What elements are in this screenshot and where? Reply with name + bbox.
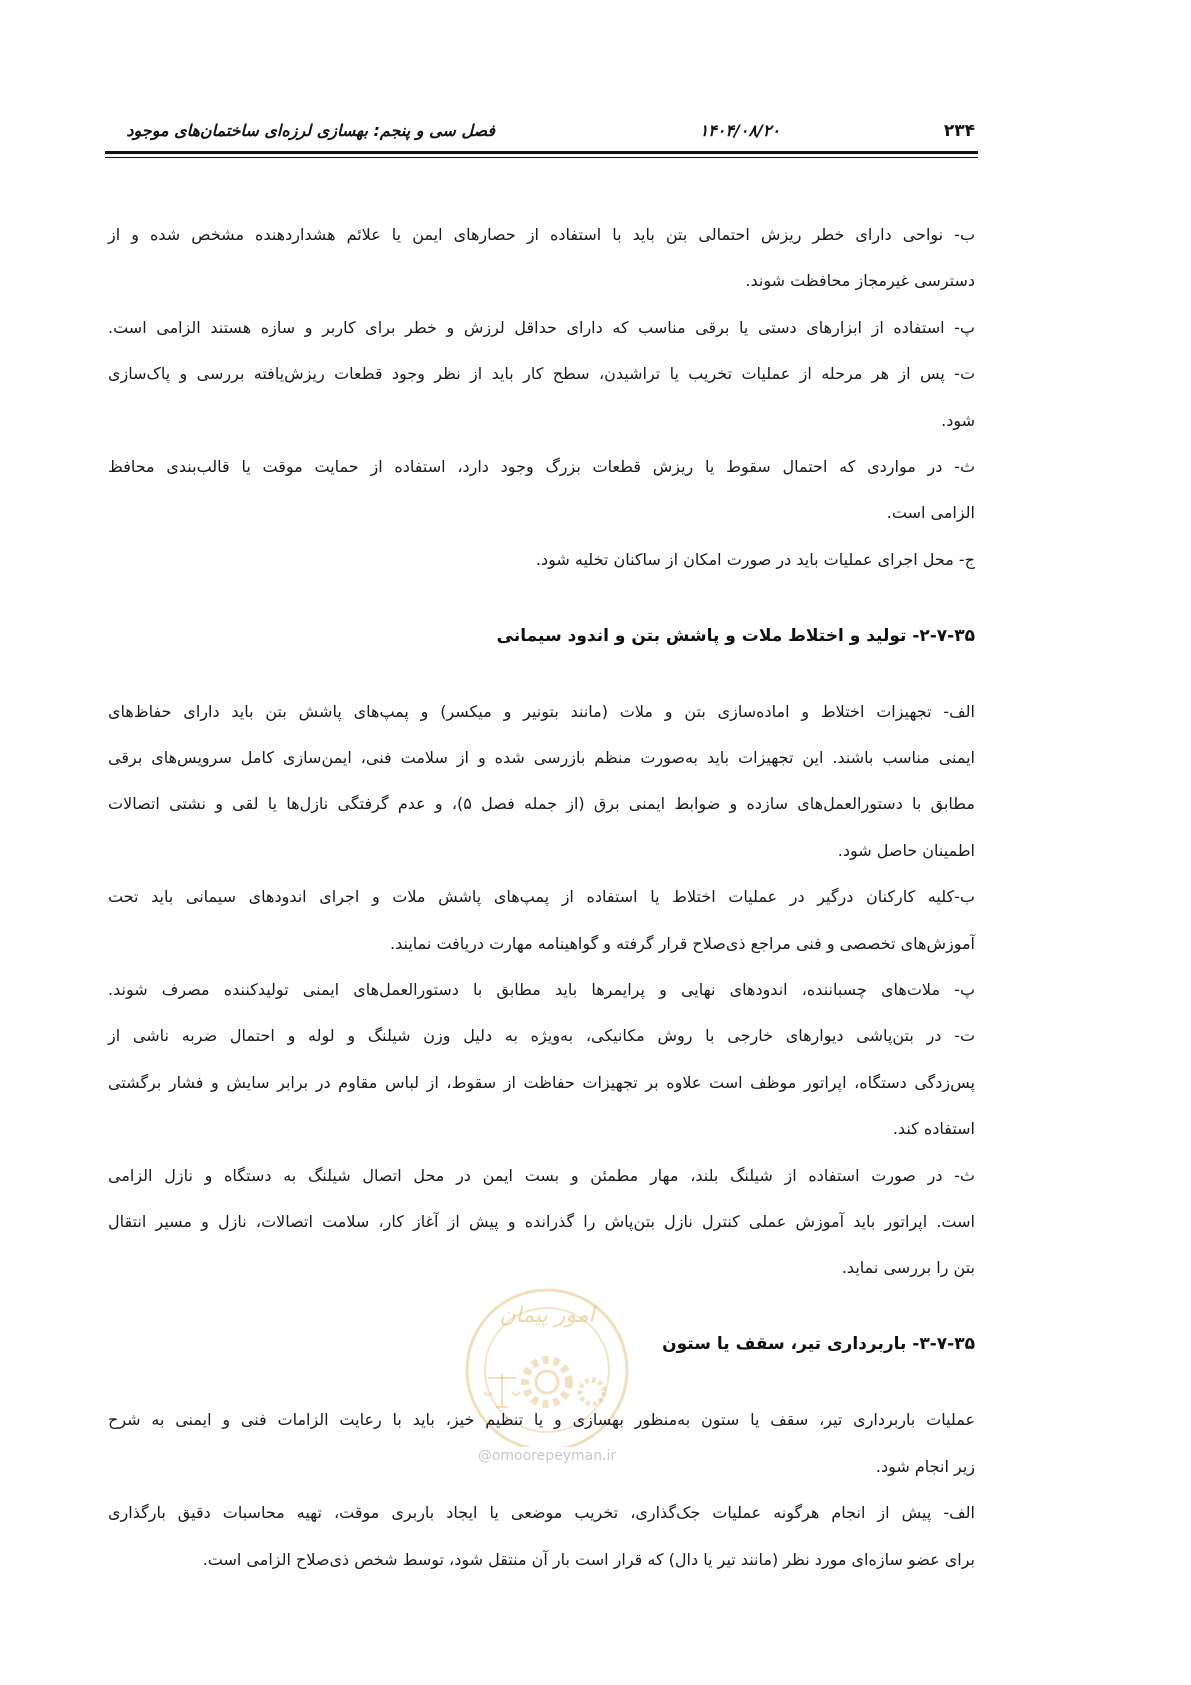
- list-item: [108, 444, 975, 537]
- section-intro-paragraph: [108, 1397, 975, 1490]
- paragraph-line: مطابق با دستورالعمل‌های سازده و ضوابط ایمنی برق (از جمله فصل ۵)، و عدم گرفتگی نازل‌ها یا لقی و نشتی اتصالات: [108, 794, 975, 814]
- page-number: ۲۳۴: [943, 121, 975, 141]
- watermark-handle: @omoorepeyman.ir: [477, 1448, 617, 1464]
- chapter-title: فصل سی و پنجم: بهسازی لرزه‌ای ساختمان‌های موجود: [126, 121, 495, 140]
- paragraph-line: برای عضو سازه‌ای مورد نظر (مانند تیر یا دال) که قرار است بار آن منتقل شود، توسط شخص ذی‌صلاح الزامی است.: [202, 1549, 975, 1569]
- paragraph-line: زیر انجام شود.: [875, 1456, 975, 1476]
- list-item: [108, 1490, 975, 1583]
- section-heading: ۲-۷-۳۵- تولید و اختلاط ملات و پاشش بتن و اندود سیمانی: [496, 625, 975, 646]
- paragraph-line: ایمنی مناسب باشند. این تجهیزات باید به‌صورت منظم بازرسی شده و از سلامت فنی، ایمن‌سازی کامل سرویس‌های برقی: [108, 748, 975, 768]
- list-item: [108, 874, 975, 967]
- paragraph-line: شود.: [941, 410, 975, 430]
- paragraph-line: اطمینان حاصل شود.: [837, 840, 975, 860]
- paragraph-line: استفاده کند.: [892, 1119, 975, 1139]
- paragraph-line: ث- در صورت استفاده از شیلنگ بلند، مهار مطمئن و بست ایمن در محل اتصال شیلنگ به دستگاه و نازل الزامی: [108, 1165, 975, 1185]
- list-item: [108, 305, 975, 351]
- section-heading: ۳-۷-۳۵- باربرداری تیر، سقف یا ستون: [662, 1334, 975, 1355]
- list-item: [108, 689, 975, 875]
- paragraph-line: پس‌زدگی دستگاه، اپراتور موظف است علاوه بر تجهیزات حفاظت از سقوط، از لباس مقاوم در برابر سایش و فشار برگشتی: [108, 1072, 975, 1092]
- paragraph-line: است. اپراتور باید آموزش عملی کنترل نازل بتن‌پاش را گذرانده و پیش از آغاز کار، سلامت اتصالات، نازل و مسیر انتقال: [108, 1212, 975, 1231]
- header-date: ۱۴۰۴/۰۸/۲۰: [699, 121, 780, 140]
- paragraph-line: پ- استفاده از ابزارهای دستی یا برقی مناسب که دارای حداقل لرزش و خطر برای کاربر و سازه هستند الزامی است.: [108, 317, 975, 337]
- paragraph-line: ث- در مواردی که احتمال سقوط یا ریزش قطعات بزرگ وجود دارد، استفاده از حمایت موقت یا قالب‌بندی محافظ: [108, 456, 975, 476]
- watermark-logo-text: امور پیمان: [499, 1303, 595, 1328]
- paragraph-line: دسترسی غیرمجاز محافظت شوند.: [745, 271, 975, 291]
- paragraph-line: الف- تجهیزات اختلاط و اماده‌سازی بتن و ملات (مانند بتونیر و میکسر) و پمپ‌های پاشش بتن باید دارای حفاظ‌های: [108, 701, 975, 721]
- document-body: [108, 212, 975, 1583]
- paragraph-line: الف- پیش از انجام هرگونه عملیات جک‌گذاری، تخریب موضعی یا ایجاد باربری موقت، تهیه محاسبات دقیق بارگذاری: [108, 1503, 975, 1523]
- paragraph-line: پ- ملات‌های چسباننده، اندودهای نهایی و پرایمرها باید مطابق با دستورالعمل‌های ایمنی تولیدکننده مصرف شوند.: [108, 980, 975, 1000]
- paragraph-line: ب- نواحی دارای خطر ریزش احتمالی بتن باید با استفاده از حصارهای ایمن یا علائم هشداردهنده مشخص شده و از: [108, 225, 975, 244]
- paragraph-line: بتن را بررسی نماید.: [841, 1258, 975, 1278]
- paragraph-line: ت- در بتن‌پاشی دیوارهای خارجی با روش مکانیکی، به‌ویژه به دلیل وزن شیلنگ و لوله و احتمال ضربه ناشی از: [108, 1026, 975, 1046]
- paragraph-line: الزامی است.: [886, 503, 975, 523]
- paragraph-line: ج- محل اجرای عملیات باید در صورت امکان از ساکنان تخلیه شود.: [535, 549, 975, 569]
- paragraph-line: ب-کلیه کارکنان درگیر در عملیات اختلاط یا استفاده از پمپ‌های پاشش ملات و اجرای اندودهای سیمانی باید تحت: [108, 887, 975, 907]
- header-rule: [105, 151, 978, 154]
- paragraph-line: عملیات باربرداری تیر، سقف یا ستون به‌منظور بهسازی و یا تنظیم خیز، باید با رعایت الزامات فنی و ایمنی به شرح: [108, 1410, 975, 1430]
- list-item: [108, 537, 975, 583]
- paragraph-line: آموزش‌های تخصصی و فنی مراجع ذی‌صلاح قرار گرفته و گواهینامه مهارت دریافت نمایند.: [390, 933, 975, 953]
- list-item: [108, 967, 975, 1013]
- list-item: [108, 212, 975, 305]
- list-item: [108, 1013, 975, 1152]
- header-rule-thin: [105, 157, 978, 158]
- list-item: [108, 351, 975, 444]
- paragraph-line: ت- پس از هر مرحله از عملیات تخریب یا تراشیدن، سطح کار باید از نظر وجود قطعات ریزش‌یافته بررسی و پاک‌سازی: [108, 364, 975, 384]
- list-item: [108, 1153, 975, 1292]
